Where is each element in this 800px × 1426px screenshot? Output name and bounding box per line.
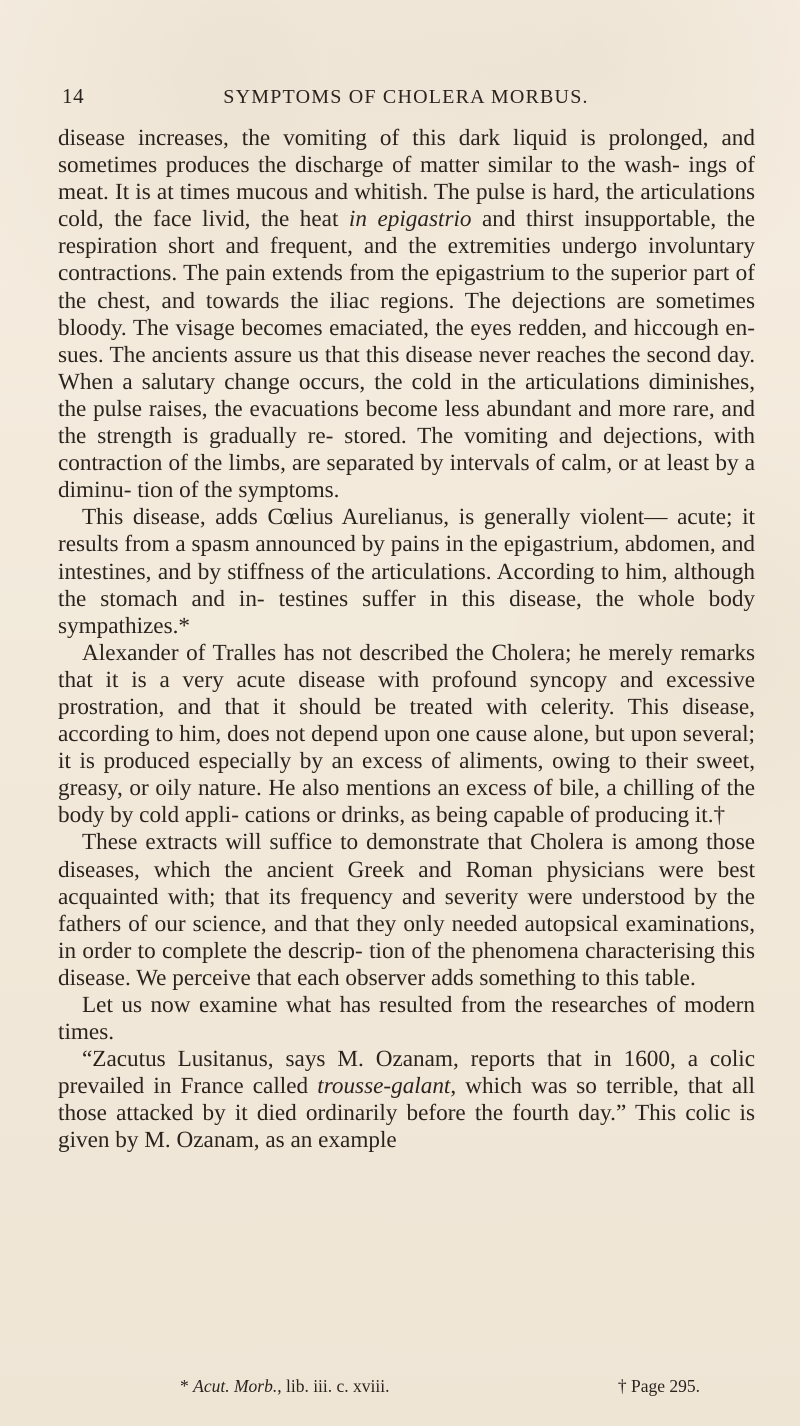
paragraph-6: “Zacutus Lusitanus, says M. Ozanam, reports that in 1600, a colic prevailed in France called trousse-galant, which was so terrible, that all those attacked by it died ordinarily before the fourth day.” This colic is given by M. Ozanam, as an example — [58, 1046, 756, 1154]
italic-phrase-trousse-galant: trousse-galant — [317, 1073, 451, 1100]
paragraph-3: Alexander of Tralles has not described the Cholera; he merely remarks that it is a very acute disease with profound syncopy and excessive prostration, and that it should be treated with celerity. This disease, according to him, does not depend upon one cause alone, but upon several; it is produced especially by an excess of aliments, owing to their sweet, greasy, or oily nature. He also mentions an excess of bile, a chilling of the body by cold appli- cations or drinks, as being capable of producing it.† — [58, 639, 756, 829]
running-head: SYMPTOMS OF CHOLERA MORBUS. — [223, 86, 589, 108]
italic-phrase-epigastrio: in epigastrio — [348, 206, 472, 233]
footnotes — [180, 1376, 700, 1396]
footnote-star: * Acut. Morb., lib. iii. c. xviii. — [180, 1376, 390, 1396]
body-text — [58, 125, 755, 1155]
page-number: 14 — [62, 84, 85, 108]
paragraph-1: disease increases, the vomiting of this dark liquid is prolonged, and sometimes produces the discharge of matter similar to the wash- ings of meat. It is at times mucous and whitish. The pulse is hard, the articulations cold, the face livid, the heat in epigastrio and thirst insupportable, the respiration short and frequent, and the extremities undergo involuntary contractions. The pain extends from the epigastrium to the superior part of the chest, and towards the iliac regions. The dejections are sometimes bloody. The visage becomes emaciated, the eyes redden, and hiccough en- sues. The ancients assure us that this disease never reaches the second day. When a salutary change occurs, the cold in the articulations diminishes, the pulse raises, the evacuations become less abundant and more rare, and the strength is gradually re- stored. The vomiting and dejections, with contraction of the limbs, are separated by intervals of calm, or at least by a diminu- tion of the symptoms. — [58, 125, 756, 504]
paragraph-2: This disease, adds Cœlius Aurelianus, is generally violent— acute; it results from a spasm announced by pains in the epigastrium, abdomen, and intestines, and by stiffness of the articulations. According to him, although the stomach and in- testines suffer in this disease, the whole body sympathizes.* — [58, 504, 756, 639]
footnote-dagger: † Page 295. — [617, 1376, 700, 1396]
page-header — [62, 84, 724, 116]
paragraph-4: These extracts will suffice to demonstrate that Cholera is among those diseases, which the ancient Greek and Roman physicians were best acquainted with; that its frequency and severity were understood by the fathers of our science, and that they only needed autopsical examinations, in order to complete the descrip- tion of the phenomena characterising this disease. We perceive that each observer adds something to this table. — [58, 829, 756, 991]
paragraph-5: Let us now examine what has resulted from the researches of modern times. — [58, 992, 756, 1046]
